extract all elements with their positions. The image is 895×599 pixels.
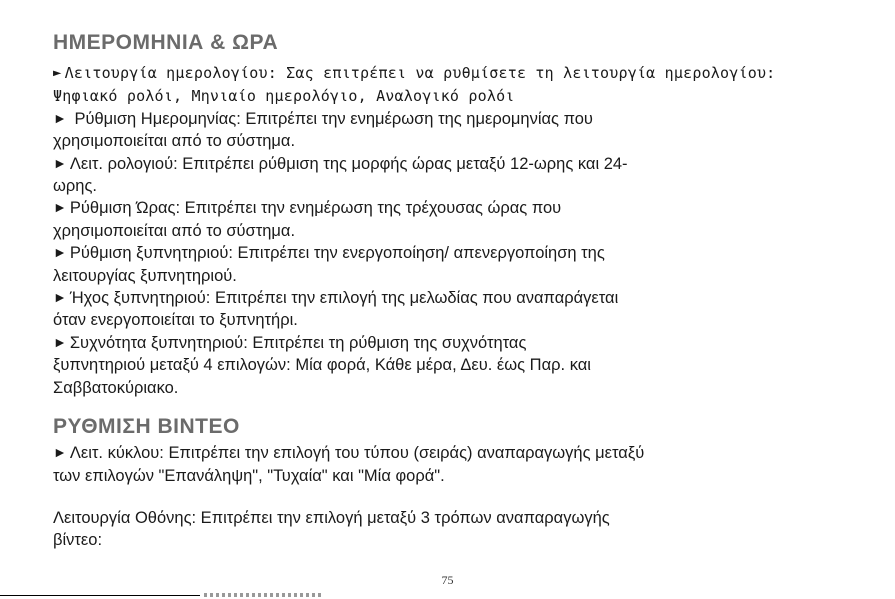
bullet-arrow-icon: ► [53,199,67,216]
bullet-arrow-icon: ► [53,444,67,461]
bullet-arrow-icon: ► [53,65,62,81]
bullet-arrow-icon: ► [53,333,67,350]
manual-page [53,28,889,552]
section-heading-video-setting: ΡΥΘΜΙΣΗ ΒΙΝΤΕΟ [53,415,240,439]
footer-cropped-text [204,593,324,597]
section-heading-date-time: ΗΜΕΡΟΜΗΝΙΑ & ΩΡΑ [53,31,279,54]
bullet-alarm-setting: ► Ρύθμιση ξυπνητηριού: Επιτρέπει την ενεργοποίηση/ απενεργοποίηση της λειτουργίας ξυπνητηριού. [53,242,889,287]
footer-rule [0,595,200,596]
bullet-date-setting: ► Ρύθμιση Ημερομηνίας: Επιτρέπει την ενημέρωση της ημερομηνίας που χρησιμοποιείται από το σύστημα. [53,108,889,153]
bullet-alarm-sound: ► Ήχος ξυπνητηριού: Επιτρέπει την επιλογή της μελωδίας που αναπαράγεται όταν ενεργοποιείται το ξυπνητήρι. [53,287,889,332]
display-mode-paragraph: Λειτουργία Οθόνης: Επιτρέπει την επιλογή μεταξύ 3 τρόπων αναπαραγωγής βίντεο: [53,508,610,550]
bullet-alarm-frequency: ► Συχνότητα ξυπνητηριού: Επιτρέπει τη ρύθμιση της συχνότητας ξυπνητηριού μεταξύ 4 επιλογών: Μία φορά, Κάθε μέρα, Δευ. έως Παρ. και Σαββατοκύριακο. [53,332,889,399]
bullet-cycle-mode: ► Λειτ. κύκλου: Επιτρέπει την επιλογή του τύπου (σειράς) αναπαραγωγής μεταξύ των επιλογών "Επανάληψη", "Τυχαία" και "Μία φορά". [53,442,889,487]
bullet-arrow-icon: ► [53,109,67,126]
bullet-calendar-mode: ► Λειτουργία ημερολογίου: Σας επιτρέπει να ρυθμίσετε τη λειτουργία ημερολογίου: Ψηφιακό ρολόι, Μηνιαίο ημερολόγιο, Αναλογικό ρολόι [53,64,776,106]
bullet-arrow-icon: ► [53,154,67,171]
bullet-time-setting: ► Ρύθμιση Ώρας: Επιτρέπει την ενημέρωση της τρέχουσας ώρας που χρησιμοποιείται από το σύστημα. [53,197,889,242]
bullet-arrow-icon: ► [53,289,67,306]
page-number: 75 [441,573,454,587]
bullet-arrow-icon: ► [53,244,67,261]
bullet-clock-mode: ► Λειτ. ρολογιού: Επιτρέπει ρύθμιση της μορφής ώρας μεταξύ 12-ωρης και 24- ωρης. [53,153,889,198]
